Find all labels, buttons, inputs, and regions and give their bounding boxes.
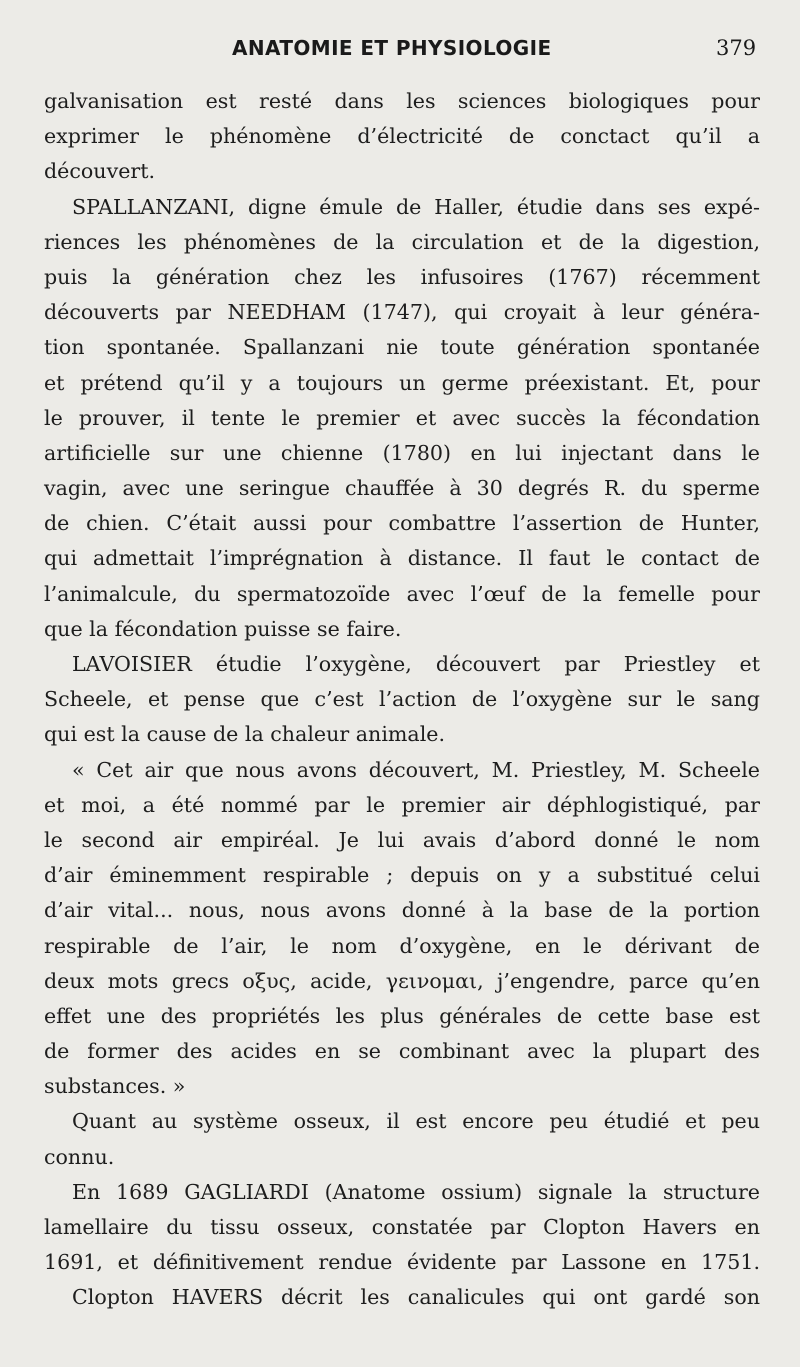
text-line: « Cet air que nous avons découvert, M. Priestley, M. Scheele bbox=[72, 757, 760, 782]
text-line: connu. bbox=[44, 1144, 115, 1169]
text-line: respirable de l’air, le nom d’oxygène, en le dérivant de bbox=[44, 933, 760, 958]
text-line: d’air éminemment respirable ; depuis on y a substitué celui bbox=[44, 863, 760, 888]
text-line: puis la génération chez les infusoires (1767) récemment bbox=[44, 264, 760, 289]
text-line: qui admettait l’imprégnation à distance. Il faut le contact de bbox=[44, 546, 760, 571]
running-head-title: ANATOMIE ET PHYSIOLOGIE bbox=[232, 36, 552, 60]
text-line: Quant au système osseux, il est encore peu étudié et peu bbox=[72, 1109, 760, 1134]
text-line: deux mots grecs οξυς, acide, γεινομαι, j’engendre, parce qu’en bbox=[44, 968, 760, 993]
text-line: tion spontanée. Spallanzani nie toute génération spontanée bbox=[44, 335, 760, 360]
text-line: riences les phénomènes de la circulation et de la digestion, bbox=[44, 229, 760, 254]
text-line: de chien. C’était aussi pour combattre l’assertion de Hunter, bbox=[44, 511, 760, 536]
text-line: 1691, et définitivement rendue évidente par Lassone en 1751. bbox=[44, 1250, 760, 1275]
text-line: Scheele, et pense que c’est l’action de l’oxygène sur le sang bbox=[44, 687, 760, 712]
text-line: d’air vital... nous, nous avons donné à la base de la portion bbox=[44, 898, 760, 923]
text-line: Clopton HAVERS décrit les canalicules qui ont gardé son bbox=[72, 1285, 760, 1310]
text-line: le prouver, il tente le premier et avec succès la fécondation bbox=[44, 405, 760, 430]
text-line: l’animalcule, du spermatozoïde avec l’œuf de la femelle pour bbox=[44, 581, 760, 606]
text-line: LAVOISIER étudie l’oxygène, découvert par Priestley et bbox=[72, 652, 760, 676]
page-number: 379 bbox=[716, 36, 757, 60]
text-line: découvert. bbox=[44, 159, 156, 184]
text-line: et moi, a été nommé par le premier air déphlogistiqué, par bbox=[44, 792, 760, 817]
text-line: effet une des propriétés les plus générales de cette base est bbox=[44, 1003, 760, 1028]
text-line: artificielle sur une chienne (1780) en lui injectant dans le bbox=[44, 440, 760, 465]
text-line: et prétend qu’il y a toujours un germe préexistant. Et, pour bbox=[44, 370, 760, 395]
text-line: que la fécondation puisse se faire. bbox=[44, 616, 402, 641]
text-line: En 1689 GAGLIARDI (Anatome ossium) signale la structure bbox=[72, 1179, 760, 1204]
body-text bbox=[44, 84, 760, 1316]
text-line: découverts par NEEDHAM (1747), qui croyait à leur généra- bbox=[44, 300, 760, 325]
text-line: exprimer le phénomène d’électricité de conctact qu’il a bbox=[44, 124, 760, 149]
text-line: galvanisation est resté dans les sciences biologiques pour bbox=[44, 89, 760, 113]
text-line: substances. » bbox=[44, 1074, 186, 1099]
text-line: de former des acides en se combinant avec la plupart des bbox=[44, 1039, 760, 1064]
text-line: qui est la cause de la chaleur animale. bbox=[44, 722, 446, 747]
running-head bbox=[0, 36, 800, 68]
text-line: vagin, avec une seringue chauffée à 30 degrés R. du sperme bbox=[44, 476, 760, 501]
text-line: SPALLANZANI, digne émule de Haller, étudie dans ses expé- bbox=[72, 194, 760, 219]
text-line: le second air empiréal. Je lui avais d’abord donné le nom bbox=[44, 827, 760, 852]
text-line: lamellaire du tissu osseux, constatée par Clopton Havers en bbox=[44, 1215, 760, 1239]
